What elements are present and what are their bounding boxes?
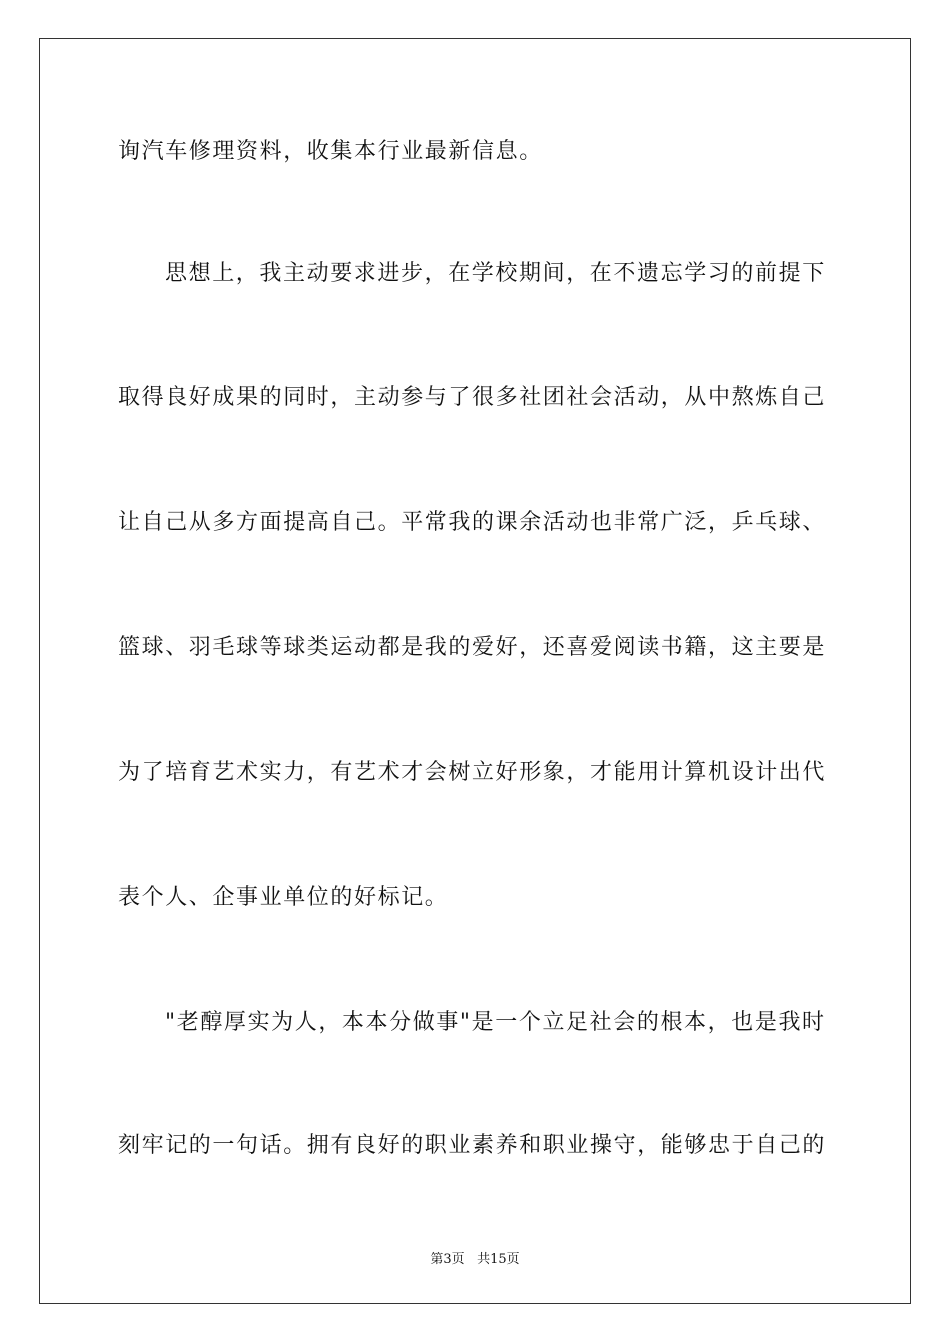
page-border [39,38,911,1304]
text-line-1: 询汽车修理资料，收集本行业最新信息。 [118,139,543,164]
text-line-9: 刻牢记的一句话。拥有良好的职业素养和职业操守，能够忠于自己的 [118,1133,827,1158]
text-line-6: 为了培育艺术实力，有艺术才会树立好形象，才能用计算机设计出代 [118,760,827,785]
text-line-8: "老醇厚实为人，本本分做事"是一个立足社会的根本，也是我时 [165,1010,826,1035]
text-line-3: 取得良好成果的同时，主动参与了很多社团社会活动，从中熬炼自己 [118,385,827,410]
text-line-4: 让自己从多方面提高自己。平常我的课余活动也非常广泛，乒乓球、 [118,510,827,535]
page-number: 第3页 [430,1252,465,1267]
text-line-2: 思想上，我主动要求进步，在学校期间，在不遗忘学习的前提下 [165,261,826,286]
text-line-7: 表个人、企事业单位的好标记。 [118,885,449,910]
total-pages: 共15页 [477,1252,520,1267]
text-line-5: 篮球、羽毛球等球类运动都是我的爱好，还喜爱阅读书籍，这主要是 [118,635,827,660]
page-footer [0,1248,950,1267]
